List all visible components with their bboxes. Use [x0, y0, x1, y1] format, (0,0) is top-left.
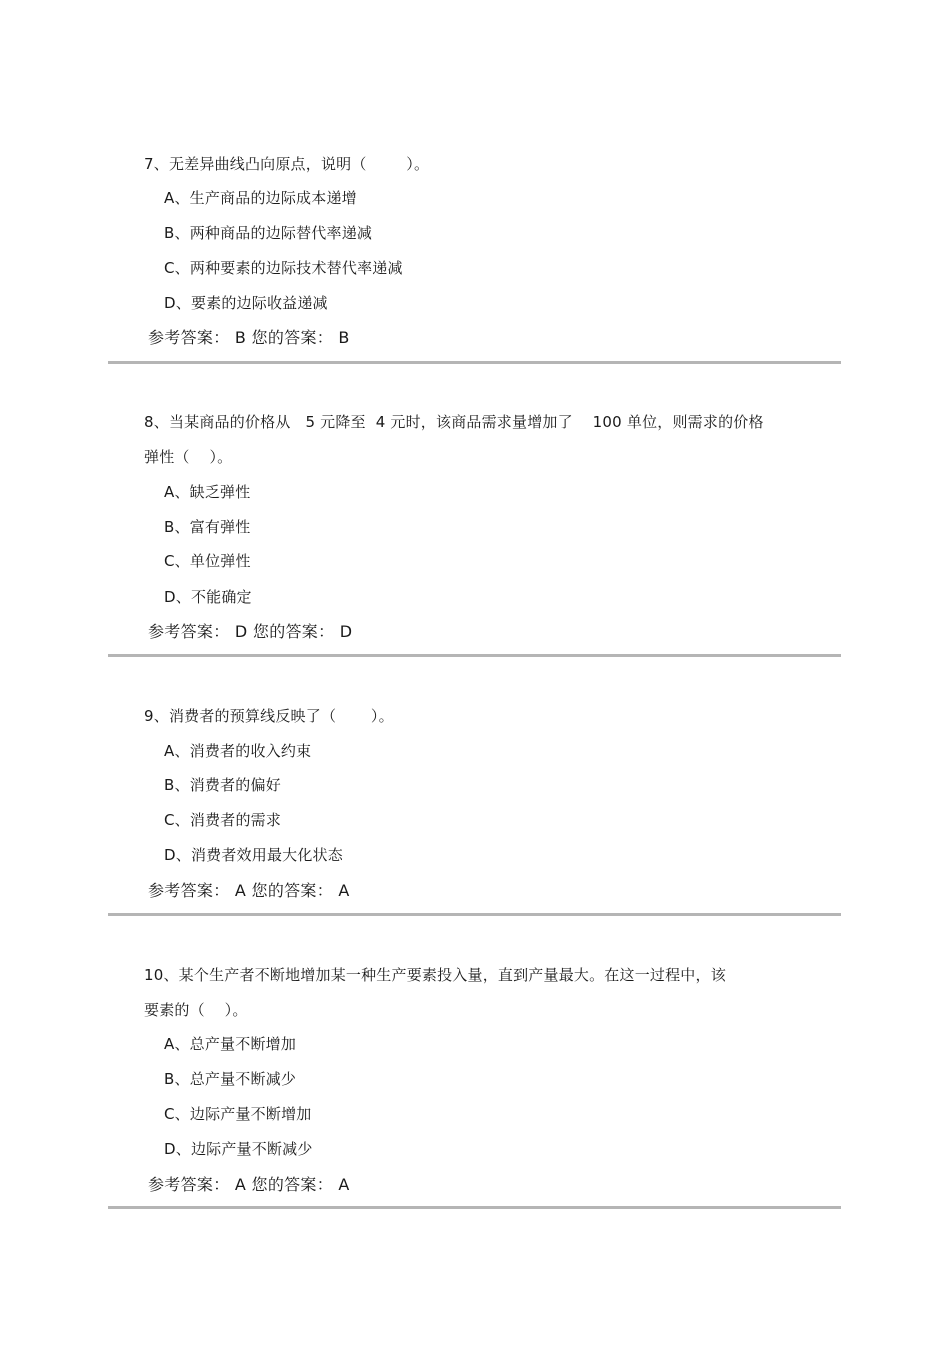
option-c: C、消费者的需求	[164, 811, 282, 829]
answer-line: 参考答案： D 您的答案： D	[148, 622, 353, 641]
question-stem: 8、当某商品的价格从 5 元降至 4 元时，该商品需求量增加了 100 单位，则需求的价格	[144, 413, 764, 431]
question-stem: 7、无差异曲线凸向原点，说明（ ）。	[144, 155, 430, 173]
question-stem-continued: 弹性（ ）。	[144, 448, 233, 466]
option-a: A、缺乏弹性	[164, 483, 251, 501]
option-a: A、消费者的收入约束	[164, 742, 312, 760]
divider	[108, 654, 841, 657]
option-b: B、总产量不断减少	[164, 1070, 297, 1088]
option-b: B、富有弹性	[164, 518, 251, 536]
answer-line: 参考答案： A 您的答案： A	[148, 1175, 350, 1194]
option-c: C、边际产量不断增加	[164, 1105, 312, 1123]
option-b: B、两种商品的边际替代率递减	[164, 224, 373, 242]
option-a: A、生产商品的边际成本递增	[164, 189, 357, 207]
option-d: D、要素的边际收益递减	[164, 294, 328, 312]
answer-line: 参考答案： A 您的答案： A	[148, 881, 350, 900]
option-b: B、消费者的偏好	[164, 776, 281, 794]
question-stem-continued: 要素的（ ）。	[144, 1001, 248, 1019]
divider	[108, 913, 841, 916]
option-c: C、单位弹性	[164, 552, 251, 570]
answer-line: 参考答案： B 您的答案： B	[148, 328, 350, 347]
question-stem: 9、消费者的预算线反映了（ ）。	[144, 707, 394, 725]
option-d: D、边际产量不断减少	[164, 1140, 313, 1158]
divider	[108, 1206, 841, 1209]
option-a: A、总产量不断增加	[164, 1035, 297, 1053]
option-d: D、消费者效用最大化状态	[164, 846, 343, 864]
question-stem: 10、某个生产者不断地增加某一种生产要素投入量，直到产量最大。在这一过程中，该	[144, 966, 726, 984]
divider	[108, 361, 841, 364]
option-c: C、两种要素的边际技术替代率递减	[164, 259, 403, 277]
option-d: D、不能确定	[164, 588, 252, 606]
